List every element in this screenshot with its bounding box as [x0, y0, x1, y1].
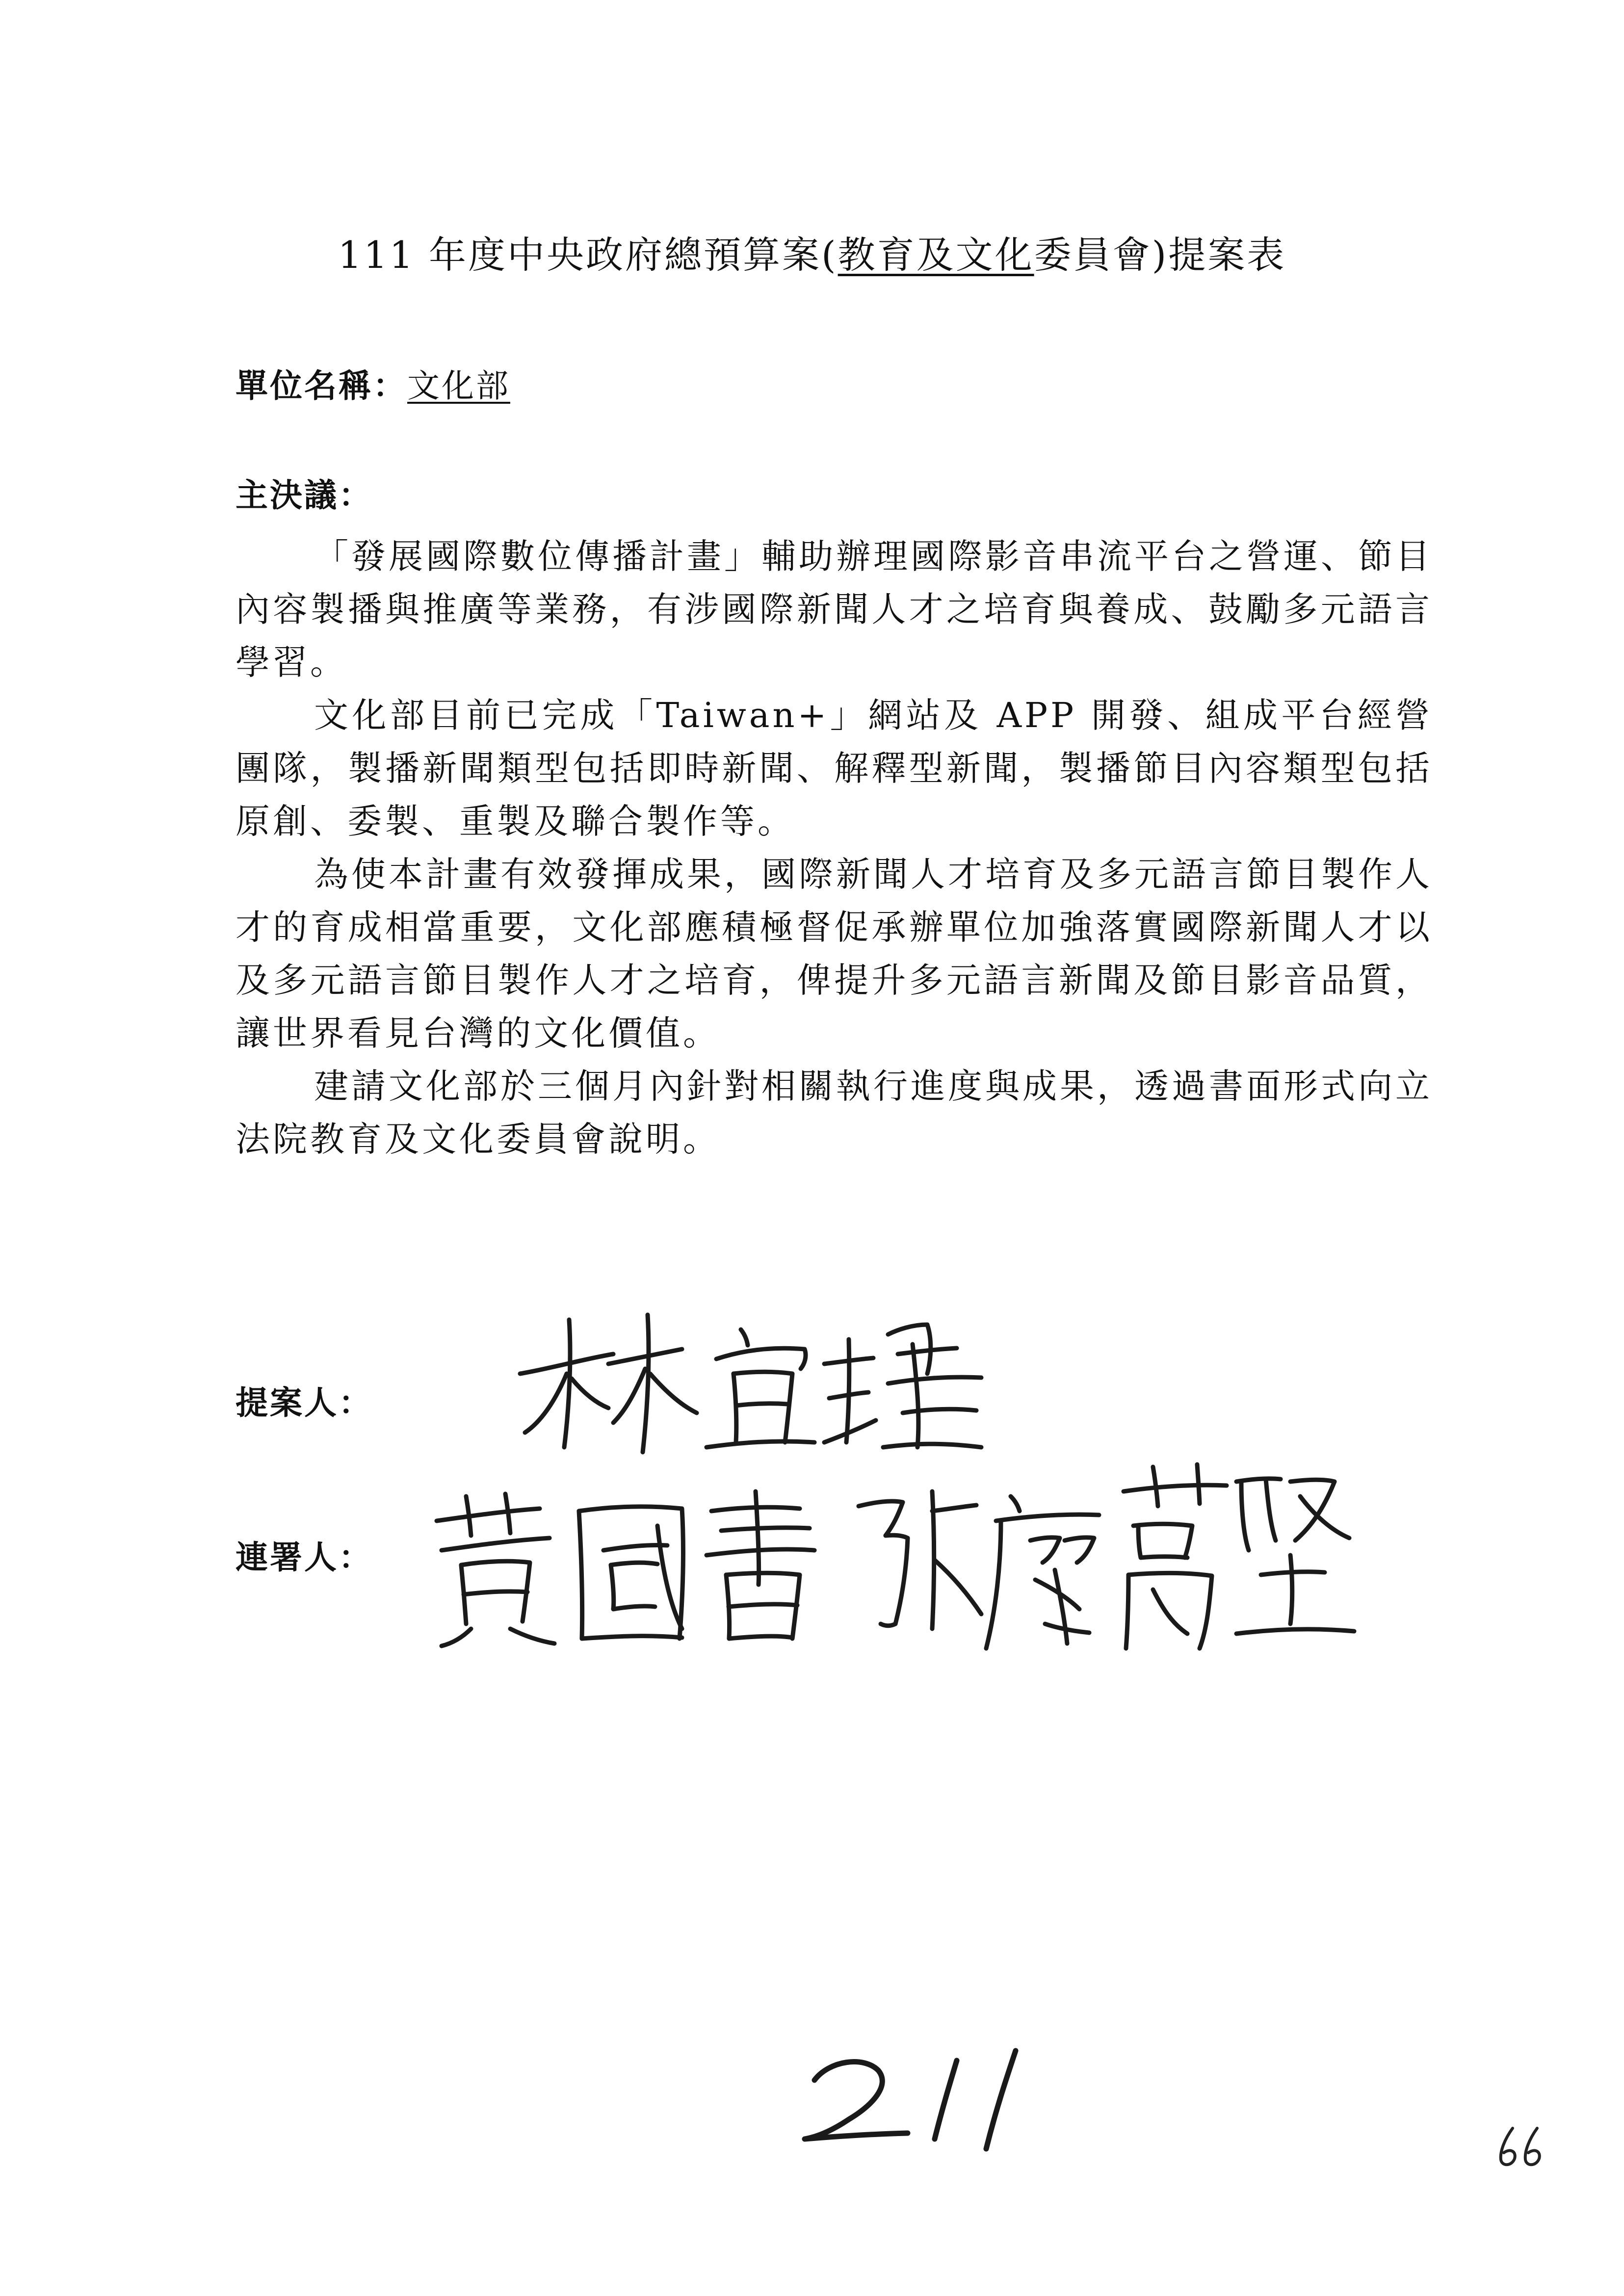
cosigner-signature-1 — [427, 1482, 819, 1648]
page-number — [1494, 2124, 1548, 2168]
proposer-label: 提案人： — [236, 1384, 373, 1422]
cosigner-signature-2 — [849, 1452, 1359, 1658]
title-committee: 教育及文化 — [838, 233, 1034, 277]
unit-value: 文化部 — [407, 367, 510, 405]
paragraph-1: 「發展國際數位傳播計畫」輔助辦理國際影音串流平台之營運、節目內容製播與推廣等業務，有涉國際新聞人才之培育與養成、鼓勵多元語言學習。 — [236, 536, 1433, 682]
page-title — [0, 231, 1624, 280]
paragraph-3: 為使本計畫有效發揮成果，國際新聞人才培育及多元語言節目製作人才的育成相當重要，文化部應積極督促承辦單位加強落實國際新聞人才以及多元語言節目製作人才之培育，俾提升多元語言新聞及節目影音品質，讓世界看見台灣的文化價值。 — [236, 854, 1433, 1053]
cosigner-label: 連署人： — [236, 1539, 373, 1576]
unit-label: 單位名稱： — [236, 367, 407, 405]
unit-row — [236, 364, 510, 408]
decision-body — [236, 530, 1433, 1166]
title-prefix: 111 年度中央政府總預算案( — [338, 233, 838, 277]
paragraph-2: 文化部目前已完成「Taiwan+」網站及 APP 開發、組成平台經營團隊，製播新聞類型包括即時新聞、解釋型新聞，製播節目內容類型包括原創、委製、重製及聯合製作等。 — [236, 695, 1433, 841]
title-suffix: 委員會)提案表 — [1034, 233, 1286, 277]
paragraph-4: 建請文化部於三個月內針對相關執行進度與成果，透過書面形式向立法院教育及文化委員會說明。 — [236, 1066, 1433, 1159]
decision-label: 主決議： — [236, 476, 373, 514]
proposer-signature — [510, 1300, 991, 1462]
handwritten-number — [795, 2046, 1050, 2159]
